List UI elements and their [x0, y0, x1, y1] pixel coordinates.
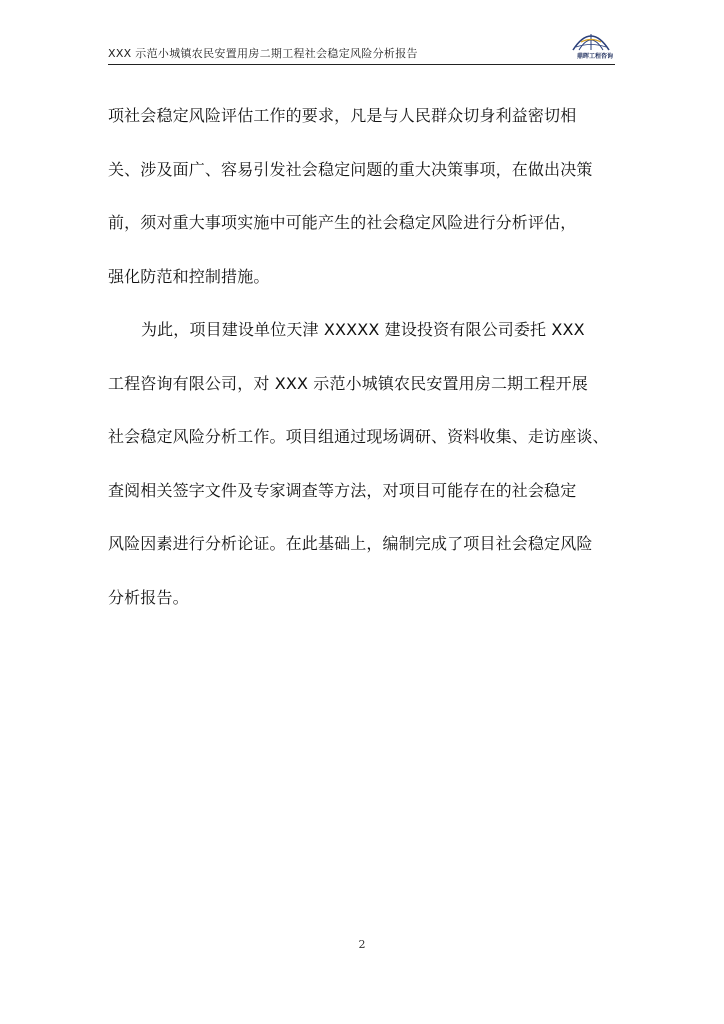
paragraph-line: 关、涉及面广、容易引发社会稳定问题的重大决策事项，在做出决策 [108, 159, 593, 179]
paragraph-line: 为此，项目建设单位天津 XXXXX 建设投资有限公司委托 XXX [141, 320, 585, 339]
paragraph-line: 前，须对重大事项实施中可能产生的社会稳定风险进行分析评估， [108, 213, 577, 232]
paragraph-line: 风险因素进行分析论证。在此基础上，编制完成了项目社会稳定风险 [108, 534, 593, 553]
header-title: XXX 示范小城镇农民安置用房二期工程社会稳定风险分析报告 [108, 47, 418, 60]
paragraph-line: 查阅相关签字文件及专家调查等方法，对项目可能存在的社会稳定 [108, 480, 577, 500]
company-logo [567, 28, 615, 62]
paragraph-line: 项社会稳定风险评估工作的要求，凡是与人民群众切身利益密切相 [108, 106, 577, 125]
logo-caption: 鼎晖工程咨询 [576, 53, 613, 60]
paragraph-line: 强化防范和控制措施。 [108, 266, 270, 286]
paragraph-line: 社会稳定风险分析工作。项目组通过现场调研、资料收集、走访座谈、 [108, 427, 609, 446]
page-header [108, 30, 615, 65]
body-text [108, 98, 616, 633]
page-number: 2 [358, 938, 366, 951]
paragraph-line: 工程咨询有限公司，对 XXX 示范小城镇农民安置用房二期工程开展 [108, 373, 588, 393]
paragraph-line: 分析报告。 [108, 587, 189, 607]
